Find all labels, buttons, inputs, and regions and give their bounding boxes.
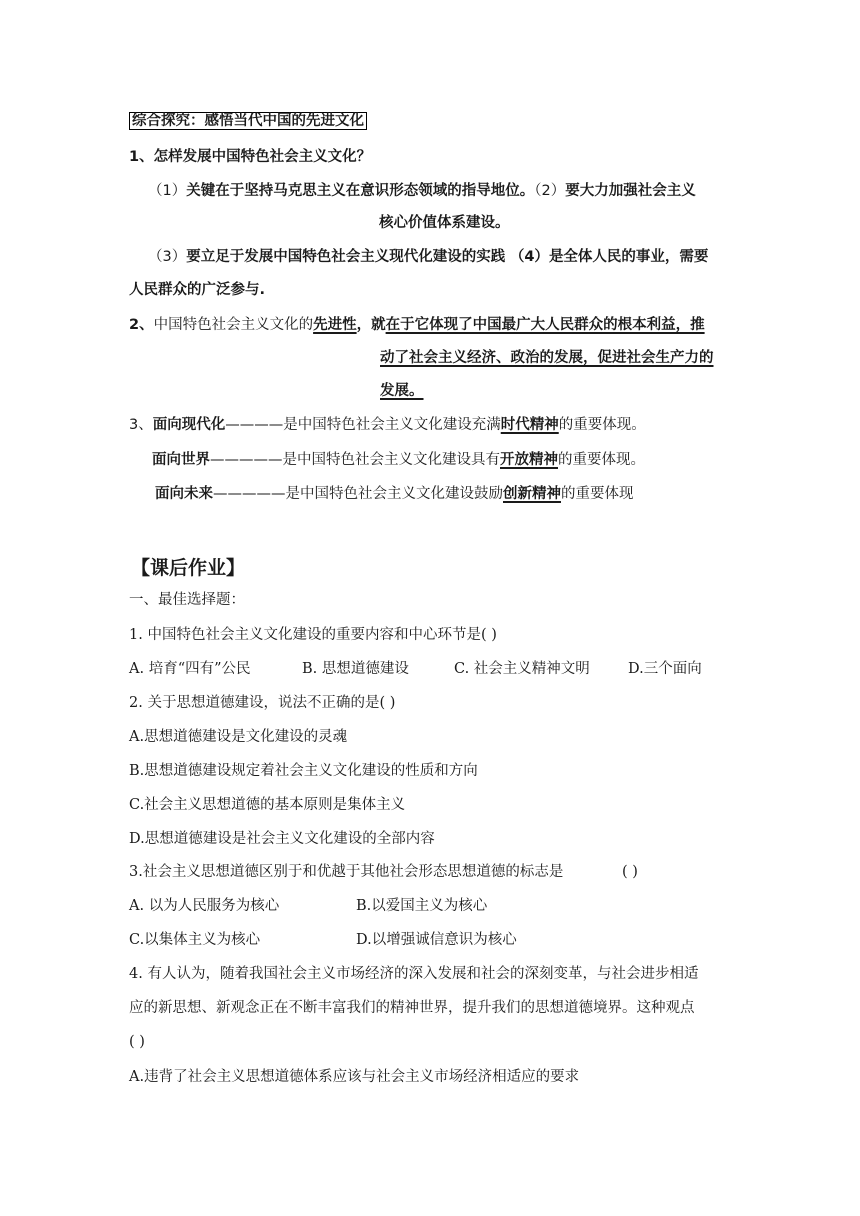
q2-line-3: 发展。 bbox=[380, 383, 424, 399]
hw-q1-option-c: C. 社会主义精神文明 bbox=[454, 661, 590, 677]
q1-point-4-cont: 人民群众的广泛参与. bbox=[129, 282, 266, 298]
hw-q3-stem: 3.社会主义思想道德区别于和优越于其他社会形态思想道德的标志是 bbox=[129, 864, 564, 880]
hw-q4-option-a: A.违背了社会主义思想道德体系应该与社会主义市场经济相适应的要求 bbox=[129, 1069, 580, 1085]
q1-point-3: （3）要立足于发展中国特色社会主义现代化建设的实践 （4）是全体人民的事业，需要 bbox=[148, 249, 709, 265]
hw-q2-option-a: A.思想道德建设是文化建设的灵魂 bbox=[129, 729, 348, 745]
hw-q3-option-a: A. 以为人民服务为核心 bbox=[129, 898, 280, 914]
q3-item-3: 面向未来—————是中国特色社会主义文化建设鼓励创新精神的重要体现 bbox=[155, 486, 634, 502]
hw-q3-answer-paren: ( ) bbox=[622, 864, 638, 880]
hw-q3-option-b: B.以爱国主义为核心 bbox=[356, 898, 488, 914]
hw-q3-option-c: C.以集体主义为核心 bbox=[129, 932, 261, 948]
q1-title: 1、怎样发展中国特色社会主义文化？ bbox=[129, 149, 372, 165]
q3-item-2: 面向世界—————是中国特色社会主义文化建设具有开放精神的重要体现。 bbox=[152, 452, 645, 468]
homework-heading: 【课后作业】 bbox=[131, 557, 246, 579]
q1-point-1: （1）关键在于坚持马克思主义在意识形态领域的指导地位。（2）要大力加强社会主义 bbox=[148, 183, 696, 199]
hw-q2-stem: 2. 关于思想道德建设，说法不正确的是( ) bbox=[129, 695, 396, 711]
hw-q2-option-b: B.思想道德建设规定着社会主义文化建设的性质和方向 bbox=[129, 763, 478, 779]
hw-q4-stem-line-1: 4. 有人认为，随着我国社会主义市场经济的深入发展和社会的深刻变革，与社会进步相适 bbox=[129, 966, 699, 982]
hw-q1-option-d: D.三个面向 bbox=[628, 661, 702, 677]
q2-line-2: 动了社会主义经济、政治的发展，促进社会生产力的 bbox=[380, 350, 714, 366]
homework-part-title: 一、最佳选择题： bbox=[129, 592, 245, 608]
hw-q1-stem: 1. 中国特色社会主义文化建设的重要内容和中心环节是( ) bbox=[129, 627, 497, 643]
q1-point-2-cont: 核心价值体系建设。 bbox=[379, 215, 510, 231]
hw-q4-stem-line-3: ( ) bbox=[129, 1034, 145, 1050]
hw-q2-option-d: D.思想道德建设是社会主义文化建设的全部内容 bbox=[129, 831, 435, 847]
hw-q1-option-b: B. 思想道德建设 bbox=[302, 661, 409, 677]
q2-line-1: 2、中国特色社会主义文化的先进性，就在于它体现了中国最广大人民群众的根本利益，推 bbox=[129, 317, 705, 333]
hw-q3-option-d: D.以增强诚信意识为核心 bbox=[356, 932, 517, 948]
hw-q4-stem-line-2: 应的新思想、新观念正在不断丰富我们的精神世界，提升我们的思想道德境界。这种观点 bbox=[129, 1000, 695, 1016]
hw-q2-option-c: C.社会主义思想道德的基本原则是集体主义 bbox=[129, 797, 406, 813]
section-title: 综合探究：感悟当代中国的先进文化 bbox=[129, 111, 367, 131]
q3-item-1: 3、面向现代化————是中国特色社会主义文化建设充满时代精神的重要体现。 bbox=[129, 417, 646, 433]
hw-q1-option-a: A. 培育“四有”公民 bbox=[129, 661, 251, 677]
